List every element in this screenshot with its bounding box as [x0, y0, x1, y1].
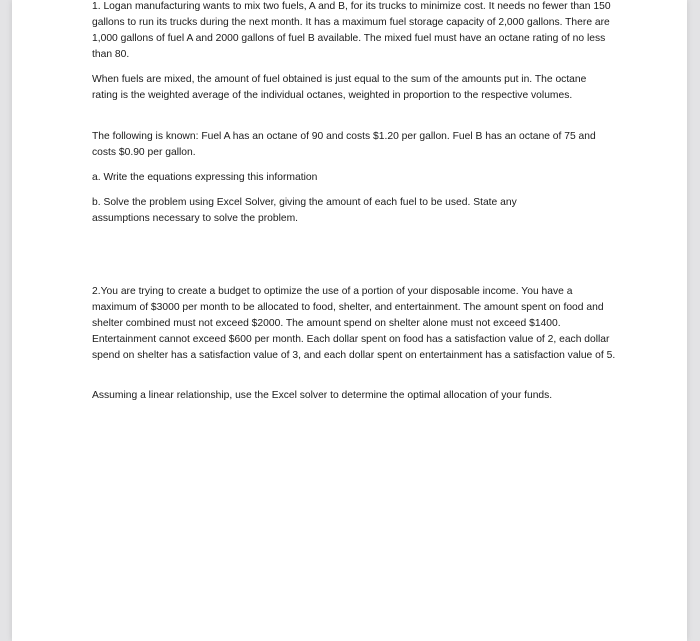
problem-2-task: Assuming a linear relationship, use the Excel solver to determine the optimal allocation of your funds. [92, 390, 553, 401]
problem-1-known-values: The following is known: Fuel A has an octane of 90 and costs $1.20 per gallon. Fuel B has an octane of 75 and costs $0.90 per gallon. [92, 131, 596, 158]
problem-1-part-b: b. Solve the problem using Excel Solver, giving the amount of each fuel to be used. State any assumptions necessary to solve the problem. [92, 197, 517, 224]
problem-1-part-a: a. Write the equations expressing this information [92, 172, 318, 183]
problem-1-intro: 1. Logan manufacturing wants to mix two fuels, A and B, for its trucks to minimize cost. It needs no fewer than 150 gallons to run its trucks during the next month. It has a maximum fuel storage capacity of 2,000 gallons. There are 1,000 gallons of fuel A and 2000 gallons of fuel B available. The mixed fuel must have an octane rating of no less than 80. [92, 1, 611, 60]
document-page [12, 0, 687, 641]
problem-1-mixing-rule: When fuels are mixed, the amount of fuel obtained is just equal to the sum of the amounts put in. The octane rating is the weighted average of the individual octanes, weighted in proportion to the respective volumes. [92, 74, 587, 101]
problem-2-intro: 2.You are trying to create a budget to optimize the use of a portion of your disposable income. You have a maximum of $3000 per month to be allocated to food, shelter, and entertainment. The amount spent on food and shelter combined must not exceed $2000. The amount spend on shelter alone must not exceed $1400. Entertainment cannot exceed $600 per month. Each dollar spent on food has a satisfaction value of 2, each dollar spend on shelter has a satisfaction value of 3, and each dollar spent on entertainment has a satisfaction value of 5. [92, 286, 616, 361]
